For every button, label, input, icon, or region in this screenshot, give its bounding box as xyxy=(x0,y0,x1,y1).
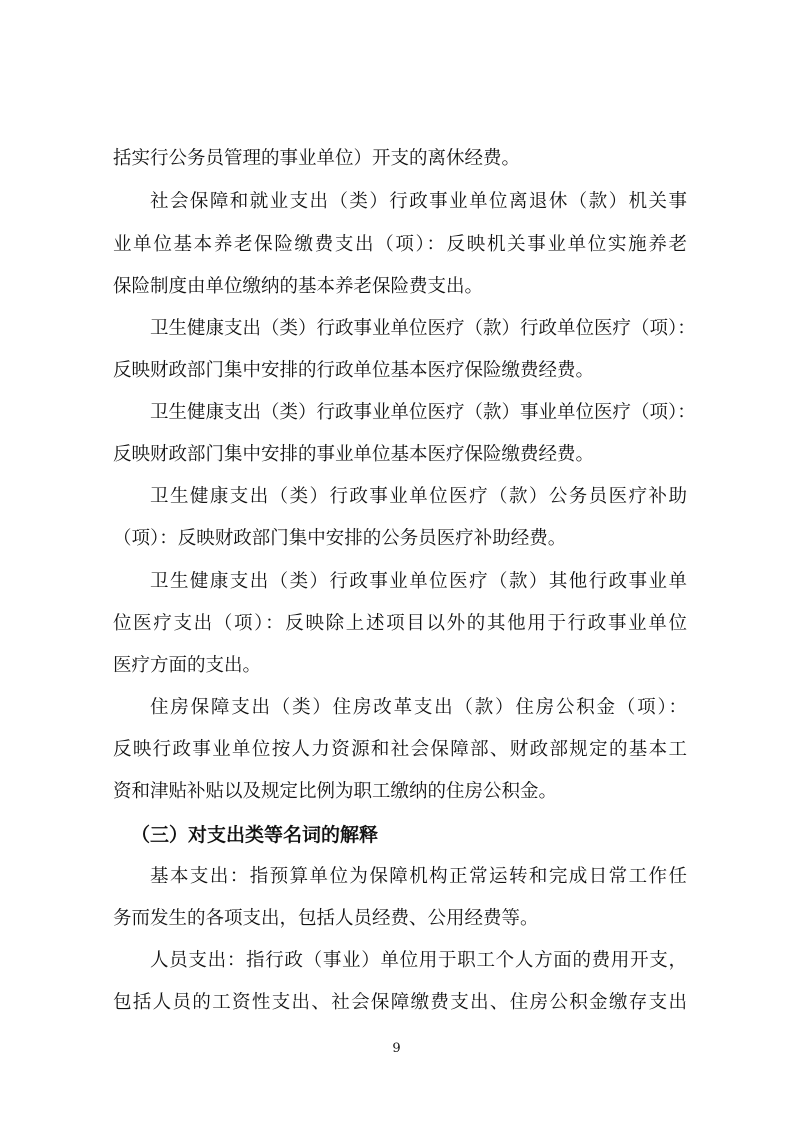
section-heading: （三）对支出类等名词的解释 xyxy=(131,824,379,846)
paragraph-line: 人员支出：指行政（事业）单位用于职工个人方面的费用开支， xyxy=(150,950,687,971)
paragraph-line: （项）：反映财政部门集中安排的公务员医疗补助经费。 xyxy=(113,528,567,549)
paragraph-line: 包括人员的工资性支出、社会保障缴费支出、住房公积金缴存支出 xyxy=(113,992,687,1013)
paragraph-line: 业单位基本养老保险缴费支出（项）：反映机关事业单位实施养老 xyxy=(113,234,687,255)
paragraph-line: 社会保障和就业支出（类）行政事业单位离退休（款）机关事 xyxy=(150,191,687,212)
paragraph-line: 反映财政部门集中安排的行政单位基本医疗保险缴费经费。 xyxy=(113,360,595,381)
paragraph-line: 卫生健康支出（类）行政事业单位医疗（款）公务员医疗补助 xyxy=(150,486,687,507)
paragraph-line: 保险制度由单位缴纳的基本养老保险费支出。 xyxy=(113,276,484,297)
paragraph-line: 基本支出：指预算单位为保障机构正常运转和完成日常工作任 xyxy=(150,866,687,887)
paragraph-line: 卫生健康支出（类）行政事业单位医疗（款）其他行政事业单 xyxy=(150,571,687,592)
paragraph-line: 括实行公务员管理的事业单位）开支的离休经费。 xyxy=(113,148,521,169)
paragraph-line: 住房保障支出（类）住房改革支出（款）住房公积金（项）： xyxy=(150,697,687,718)
paragraph-line: 卫生健康支出（类）行政事业单位医疗（款）事业单位医疗（项）： xyxy=(150,402,696,423)
paragraph-line: 卫生健康支出（类）行政事业单位医疗（款）行政单位医疗（项）： xyxy=(150,318,696,339)
paragraph-line: 资和津贴补贴以及规定比例为职工缴纳的住房公积金。 xyxy=(113,781,558,802)
paragraph-line: 反映财政部门集中安排的事业单位基本医疗保险缴费经费。 xyxy=(113,444,595,465)
paragraph-line: 位医疗支出（项）：反映除上述项目以外的其他用于行政事业单位 xyxy=(113,613,687,634)
paragraph-line: 医疗方面的支出。 xyxy=(113,655,262,676)
paragraph-line: 务而发生的各项支出，包括人员经费、公用经费等。 xyxy=(113,908,539,929)
page-number: 9 xyxy=(392,1041,401,1056)
paragraph-line: 反映行政事业单位按人力资源和社会保障部、财政部规定的基本工 xyxy=(113,739,687,760)
